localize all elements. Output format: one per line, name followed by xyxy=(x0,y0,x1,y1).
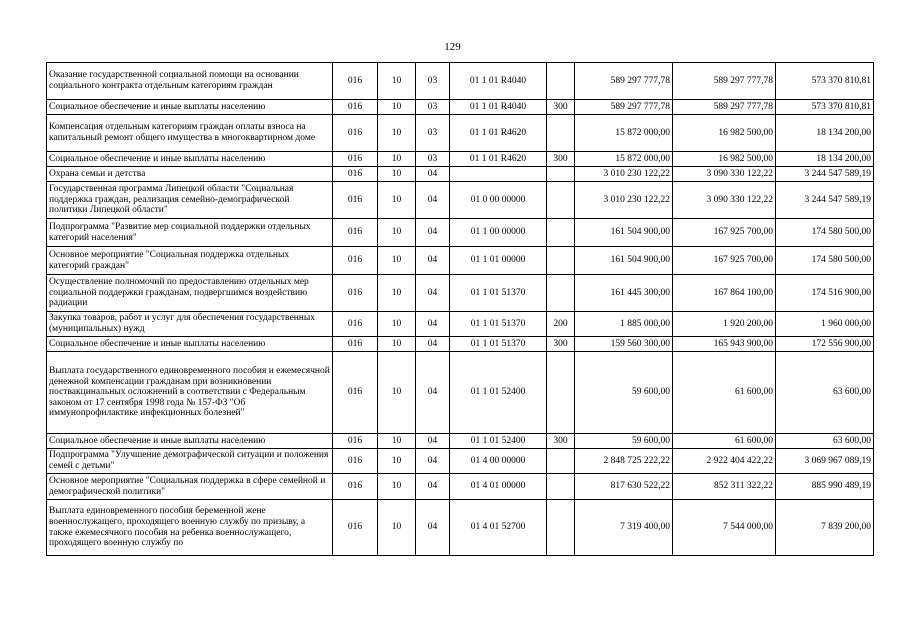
budget-table-body xyxy=(47,63,874,556)
ministry-code: 016 xyxy=(333,63,378,100)
page-number: 129 xyxy=(444,41,461,53)
amount-year-3: 1 960 000,00 xyxy=(776,312,874,337)
row-name: Компенсация отдельным категориям граждан оплаты взноса на капитальный ремонт общего имущества в многоквартирном доме xyxy=(47,115,333,152)
amount-year-3: 3 244 547 589,19 xyxy=(776,167,874,182)
section-code: 10 xyxy=(378,247,416,275)
ministry-code: 016 xyxy=(333,275,378,312)
ministry-code: 016 xyxy=(333,247,378,275)
expense-type xyxy=(547,247,575,275)
table-row xyxy=(47,152,874,167)
amount-year-3: 63 600,00 xyxy=(776,352,874,434)
section-code: 10 xyxy=(378,219,416,247)
table-row xyxy=(47,337,874,352)
subsection-code: 04 xyxy=(416,474,450,500)
target-article: 01 1 01 51370 xyxy=(450,337,547,352)
amount-year-3: 3 244 547 589,19 xyxy=(776,182,874,219)
ministry-code: 016 xyxy=(333,182,378,219)
amount-year-2: 2 922 404 422,22 xyxy=(673,449,776,474)
section-code: 10 xyxy=(378,182,416,219)
section-code: 10 xyxy=(378,474,416,500)
subsection-code: 04 xyxy=(416,337,450,352)
amount-year-2: 3 090 330 122,22 xyxy=(673,167,776,182)
amount-year-2: 852 311 322,22 xyxy=(673,474,776,500)
amount-year-1: 15 872 000,00 xyxy=(575,115,673,152)
amount-year-3: 3 069 967 089,19 xyxy=(776,449,874,474)
section-code: 10 xyxy=(378,337,416,352)
table-row xyxy=(47,219,874,247)
subsection-code: 04 xyxy=(416,247,450,275)
amount-year-3: 63 600,00 xyxy=(776,434,874,449)
subsection-code: 04 xyxy=(416,182,450,219)
row-name: Подпрограмма "Улучшение демографической ситуации и положения семей с детьми" xyxy=(47,449,333,474)
section-code: 10 xyxy=(378,500,416,556)
amount-year-2: 16 982 500,00 xyxy=(673,152,776,167)
table-row xyxy=(47,182,874,219)
amount-year-1: 589 297 777,78 xyxy=(575,100,673,115)
amount-year-1: 1 885 000,00 xyxy=(575,312,673,337)
ministry-code: 016 xyxy=(333,434,378,449)
amount-year-3: 885 990 489,19 xyxy=(776,474,874,500)
expense-type: 300 xyxy=(547,100,575,115)
ministry-code: 016 xyxy=(333,474,378,500)
section-code: 10 xyxy=(378,275,416,312)
amount-year-2: 589 297 777,78 xyxy=(673,63,776,100)
row-name: Государственная программа Липецкой области "Социальная поддержка граждан, реализация семейно-демографической политики Липецкой области" xyxy=(47,182,333,219)
ministry-code: 016 xyxy=(333,337,378,352)
amount-year-1: 159 560 300,00 xyxy=(575,337,673,352)
amount-year-2: 167 925 700,00 xyxy=(673,247,776,275)
amount-year-3: 174 516 900,00 xyxy=(776,275,874,312)
expense-type xyxy=(547,115,575,152)
section-code: 10 xyxy=(378,434,416,449)
ministry-code: 016 xyxy=(333,152,378,167)
expense-type xyxy=(547,352,575,434)
amount-year-1: 161 504 900,00 xyxy=(575,219,673,247)
subsection-code: 04 xyxy=(416,449,450,474)
row-name: Социальное обеспечение и иные выплаты населению xyxy=(47,152,333,167)
expense-type: 200 xyxy=(547,312,575,337)
subsection-code: 03 xyxy=(416,115,450,152)
subsection-code: 03 xyxy=(416,152,450,167)
table-row xyxy=(47,434,874,449)
section-code: 10 xyxy=(378,352,416,434)
target-article: 01 1 01 52400 xyxy=(450,352,547,434)
expense-type xyxy=(547,449,575,474)
subsection-code: 04 xyxy=(416,167,450,182)
target-article: 01 4 00 00000 xyxy=(450,449,547,474)
amount-year-1: 59 600,00 xyxy=(575,434,673,449)
amount-year-2: 3 090 330 122,22 xyxy=(673,182,776,219)
subsection-code: 04 xyxy=(416,434,450,449)
expense-type xyxy=(547,219,575,247)
table-row xyxy=(47,167,874,182)
table-row xyxy=(47,63,874,100)
row-name: Закупка товаров, работ и услуг для обеспечения государственных (муниципальных) нужд xyxy=(47,312,333,337)
row-name: Подпрограмма "Развитие мер социальной поддержки отдельных категорий населения" xyxy=(47,219,333,247)
row-name: Осуществление полномочий по предоставлению отдельных мер социальной поддержки гражданам, подвергшимся воздействию радиации xyxy=(47,275,333,312)
amount-year-1: 817 630 522,22 xyxy=(575,474,673,500)
row-name: Оказание государственной социальной помощи на основании социального контракта отдельным категориям граждан xyxy=(47,63,333,100)
amount-year-1: 7 319 400,00 xyxy=(575,500,673,556)
ministry-code: 016 xyxy=(333,312,378,337)
subsection-code: 03 xyxy=(416,63,450,100)
subsection-code: 04 xyxy=(416,275,450,312)
section-code: 10 xyxy=(378,63,416,100)
amount-year-1: 3 010 230 122,22 xyxy=(575,182,673,219)
amount-year-2: 167 925 700,00 xyxy=(673,219,776,247)
subsection-code: 03 xyxy=(416,100,450,115)
subsection-code: 04 xyxy=(416,312,450,337)
table-row xyxy=(47,352,874,434)
subsection-code: 04 xyxy=(416,219,450,247)
amount-year-3: 7 839 200,00 xyxy=(776,500,874,556)
section-code: 10 xyxy=(378,167,416,182)
expense-type xyxy=(547,474,575,500)
expense-type xyxy=(547,167,575,182)
amount-year-1: 2 848 725 222,22 xyxy=(575,449,673,474)
table-row xyxy=(47,115,874,152)
target-article: 01 4 01 00000 xyxy=(450,474,547,500)
amount-year-3: 172 556 900,00 xyxy=(776,337,874,352)
budget-table xyxy=(46,62,874,556)
ministry-code: 016 xyxy=(333,219,378,247)
target-article: 01 4 01 52700 xyxy=(450,500,547,556)
amount-year-1: 3 010 230 122,22 xyxy=(575,167,673,182)
ministry-code: 016 xyxy=(333,115,378,152)
target-article: 01 0 00 00000 xyxy=(450,182,547,219)
row-name: Социальное обеспечение и иные выплаты населению xyxy=(47,337,333,352)
subsection-code: 04 xyxy=(416,500,450,556)
expense-type xyxy=(547,63,575,100)
target-article: 01 1 01 52400 xyxy=(450,434,547,449)
amount-year-3: 18 134 200,00 xyxy=(776,115,874,152)
amount-year-2: 1 920 200,00 xyxy=(673,312,776,337)
row-name: Выплата единовременного пособия беременной жене военнослужащего, проходящего военную службу по призыву, а также ежемесячного пособия на ребенка военнослужащего, проходящего военную службу по xyxy=(47,500,333,556)
amount-year-3: 174 580 500,00 xyxy=(776,247,874,275)
amount-year-1: 59 600,00 xyxy=(575,352,673,434)
amount-year-2: 61 600,00 xyxy=(673,352,776,434)
row-name: Охрана семьи и детства xyxy=(47,167,333,182)
section-code: 10 xyxy=(378,449,416,474)
target-article: 01 1 01 51370 xyxy=(450,275,547,312)
amount-year-3: 573 370 810,81 xyxy=(776,100,874,115)
amount-year-3: 18 134 200,00 xyxy=(776,152,874,167)
ministry-code: 016 xyxy=(333,500,378,556)
amount-year-2: 165 943 900,00 xyxy=(673,337,776,352)
amount-year-1: 161 445 300,00 xyxy=(575,275,673,312)
table-row xyxy=(47,474,874,500)
target-article xyxy=(450,167,547,182)
subsection-code: 04 xyxy=(416,352,450,434)
section-code: 10 xyxy=(378,115,416,152)
table-row xyxy=(47,100,874,115)
expense-type: 300 xyxy=(547,434,575,449)
section-code: 10 xyxy=(378,152,416,167)
target-article: 01 1 01 R4620 xyxy=(450,152,547,167)
amount-year-2: 16 982 500,00 xyxy=(673,115,776,152)
table-row xyxy=(47,275,874,312)
expense-type xyxy=(547,182,575,219)
amount-year-1: 15 872 000,00 xyxy=(575,152,673,167)
amount-year-3: 174 580 500,00 xyxy=(776,219,874,247)
target-article: 01 1 01 R4040 xyxy=(450,100,547,115)
ministry-code: 016 xyxy=(333,100,378,115)
target-article: 01 1 01 00000 xyxy=(450,247,547,275)
amount-year-2: 7 544 000,00 xyxy=(673,500,776,556)
expense-type xyxy=(547,275,575,312)
expense-type xyxy=(547,500,575,556)
row-name: Социальное обеспечение и иные выплаты населению xyxy=(47,100,333,115)
expense-type: 300 xyxy=(547,337,575,352)
ministry-code: 016 xyxy=(333,449,378,474)
ministry-code: 016 xyxy=(333,352,378,434)
expense-type: 300 xyxy=(547,152,575,167)
amount-year-1: 589 297 777,78 xyxy=(575,63,673,100)
row-name: Основное мероприятие "Социальная поддержка в сфере семейной и демографической политики" xyxy=(47,474,333,500)
table-row xyxy=(47,247,874,275)
table-row xyxy=(47,312,874,337)
row-name: Социальное обеспечение и иные выплаты населению xyxy=(47,434,333,449)
target-article: 01 1 01 R4620 xyxy=(450,115,547,152)
section-code: 10 xyxy=(378,312,416,337)
ministry-code: 016 xyxy=(333,167,378,182)
target-article: 01 1 01 51370 xyxy=(450,312,547,337)
target-article: 01 1 01 R4040 xyxy=(450,63,547,100)
amount-year-3: 573 370 810,81 xyxy=(776,63,874,100)
section-code: 10 xyxy=(378,100,416,115)
amount-year-2: 61 600,00 xyxy=(673,434,776,449)
table-row xyxy=(47,500,874,556)
row-name: Основное мероприятие "Социальная поддержка отдельных категорий граждан" xyxy=(47,247,333,275)
table-row xyxy=(47,449,874,474)
row-name: Выплата государственного единовременного пособия и ежемесячной денежной компенсации гражданам при возникновении поствакцинальных осложнений в соответствии с Федеральным законом от 17 сентября 1998 года № 157-ФЗ "Об иммунопрофилактике инфекционных болезней" xyxy=(47,352,333,434)
amount-year-2: 167 864 100,00 xyxy=(673,275,776,312)
amount-year-2: 589 297 777,78 xyxy=(673,100,776,115)
target-article: 01 1 00 00000 xyxy=(450,219,547,247)
amount-year-1: 161 504 900,00 xyxy=(575,247,673,275)
